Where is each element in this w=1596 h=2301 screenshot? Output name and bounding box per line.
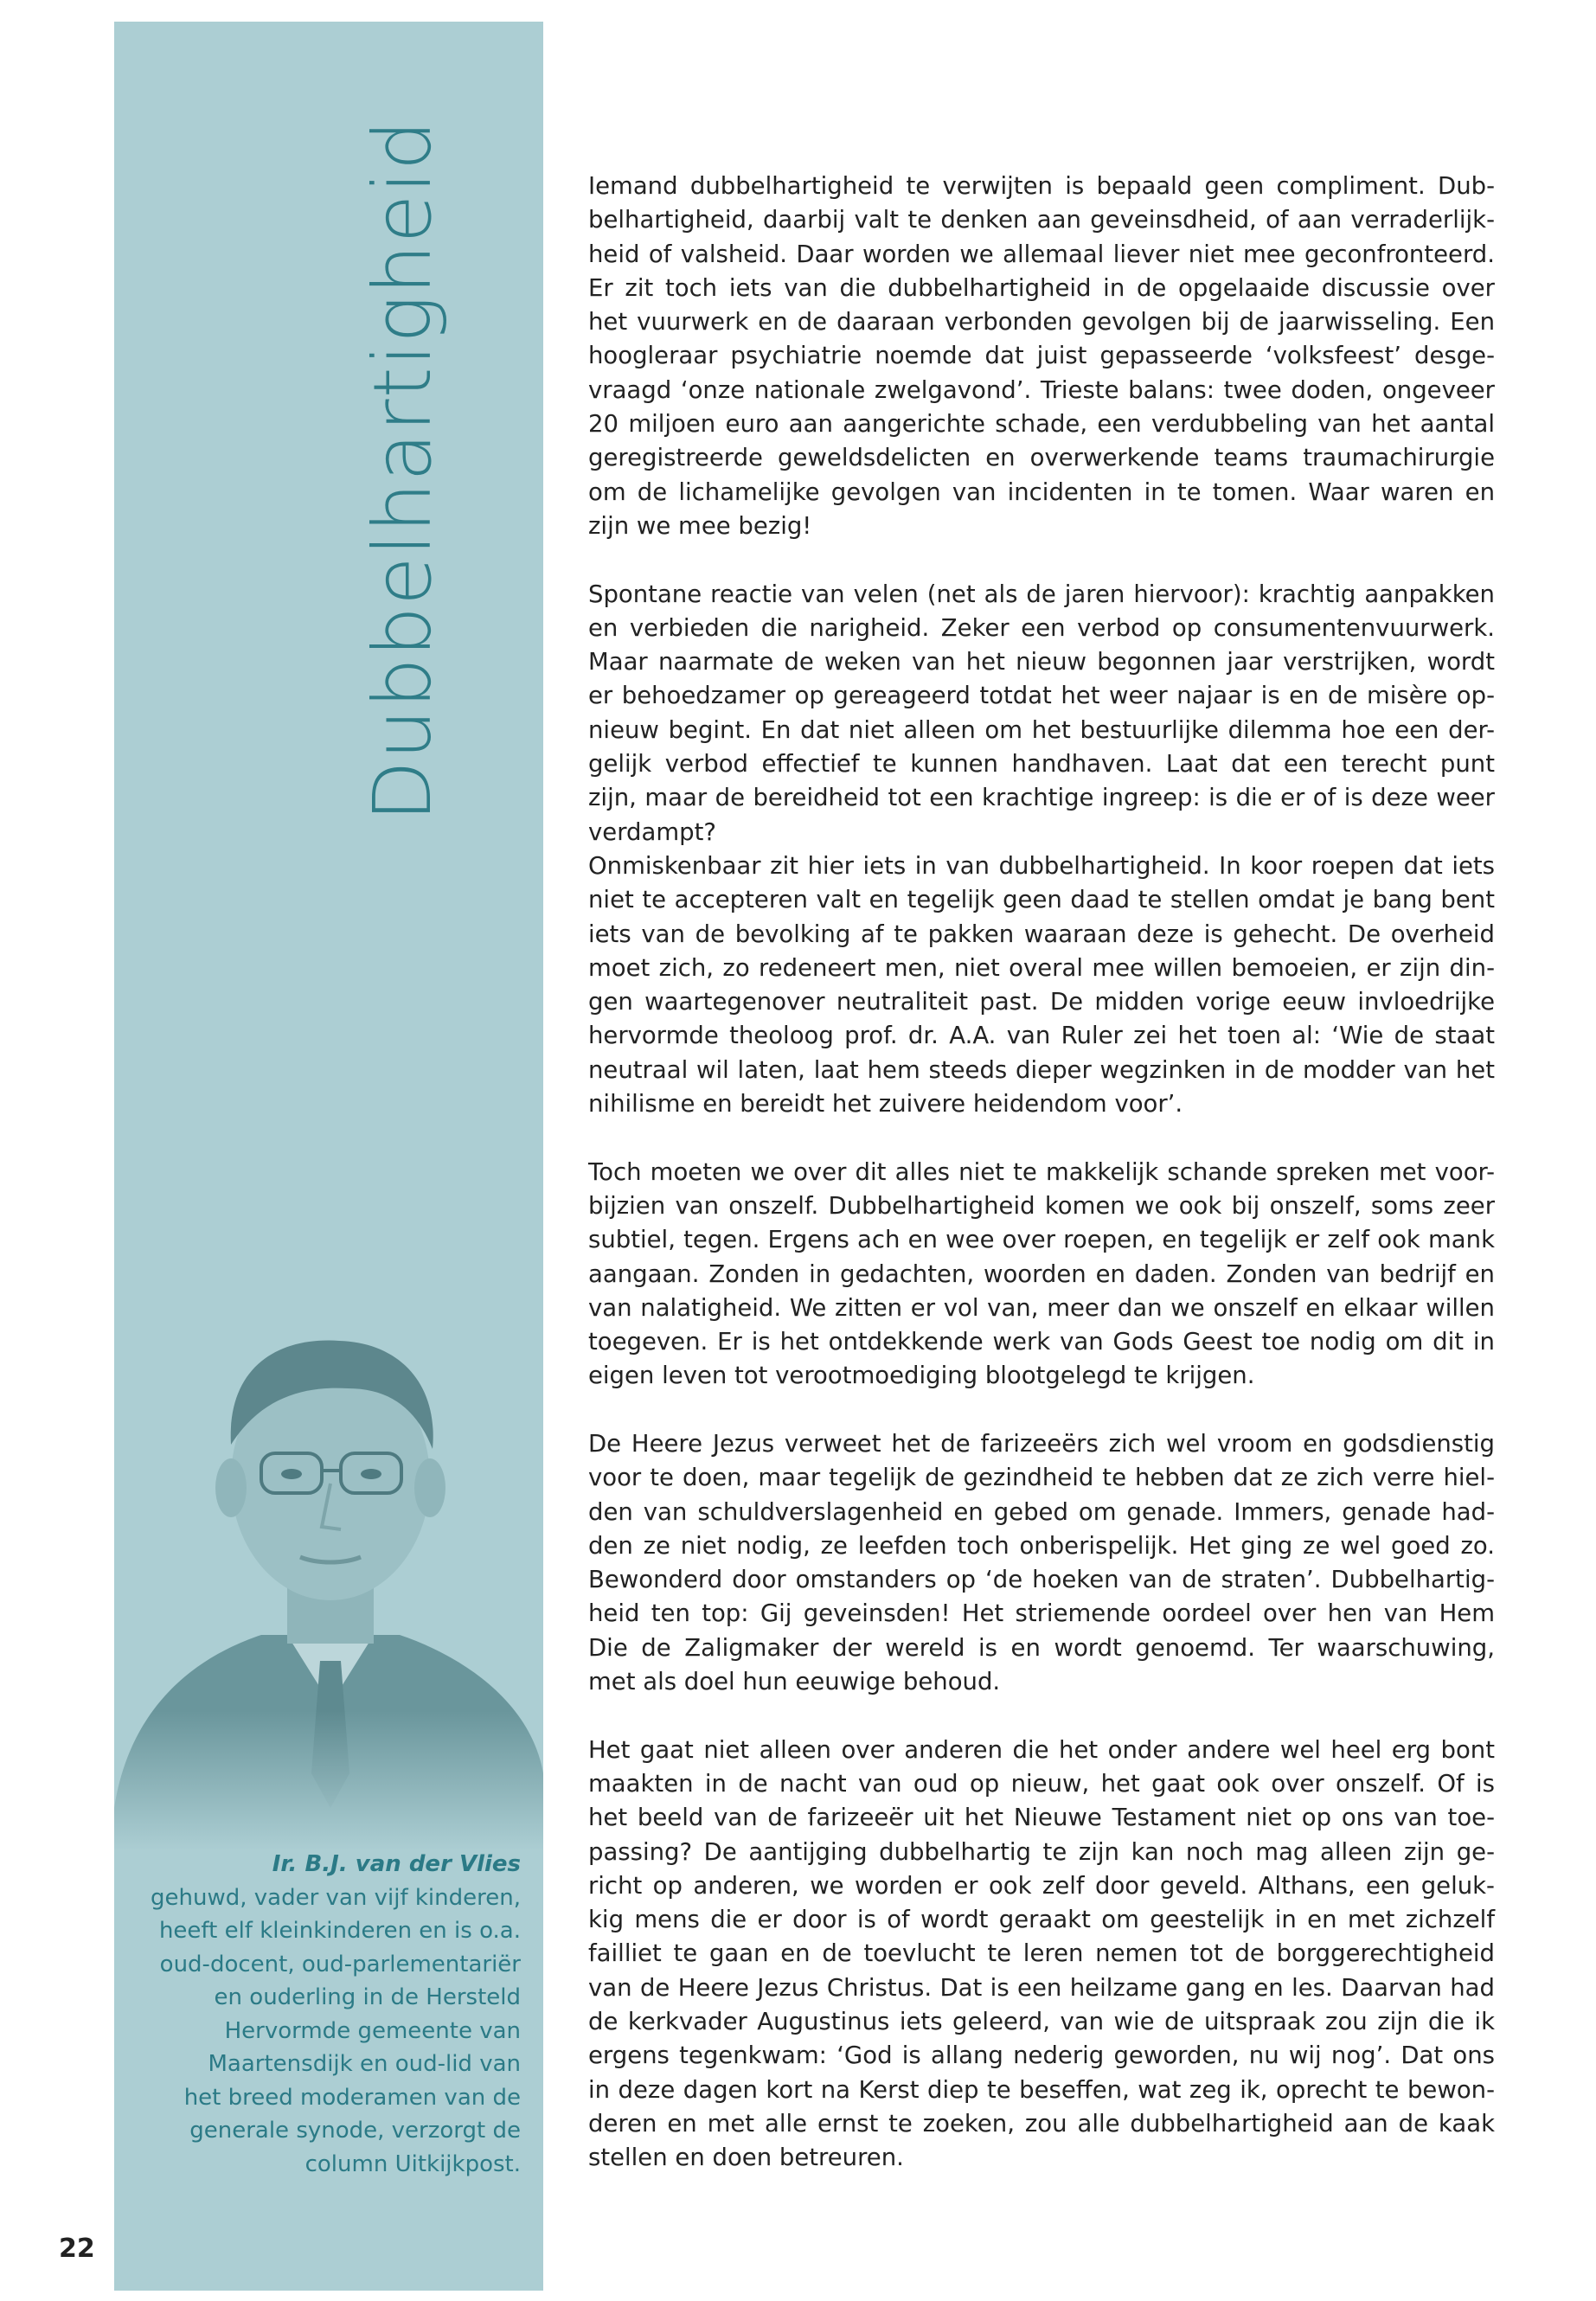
paragraph-gap [588, 1394, 1495, 1427]
paragraph-line: het beeld van de farizeeër uit het Nieuwe Testament niet op ons van toe- [588, 1804, 1495, 1832]
paragraph-line: Toch moeten we over dit alles niet te makkelijk schande spreken met voor- [588, 1157, 1495, 1186]
bio-line: het breed moderamen van de [183, 2084, 521, 2111]
paragraph-line: met als doel hun eeuwige behoud. [588, 1668, 1001, 1696]
paragraph-line: en verbieden die narigheid. Zeker een verbod op consumentenvuurwerk. [588, 613, 1495, 642]
paragraph-line: passing? De aantijging dubbelhartig te zijn kan noch mag alleen zijn ge- [588, 1837, 1495, 1866]
paragraph-line: zijn, maar de bereidheid tot een krachtige ingreep: is die er of is deze weer [588, 784, 1495, 812]
paragraph-line: ergens tegenkwam: ‘God is allang nederig geworden, nu wij nog’. Dat ons [588, 2041, 1495, 2070]
paragraph-line: Onmiskenbaar zit hier iets in van dubbelhartigheid. In koor roepen dat iets [588, 851, 1495, 880]
paragraph-line: hoogleraar psychiatrie noemde dat juist gepasseerde ‘volksfeest’ desge- [588, 342, 1495, 370]
paragraph-line: iets van de bevolking af te pakken waaraan deze is gehecht. De overheid [588, 920, 1495, 948]
paragraph-line: nihilisme en bereidt het zuivere heidendom voor’. [588, 1090, 1183, 1118]
paragraph-line: het vuurwerk en de daaraan verbonden gevolgen bij de jaarwisseling. Een [588, 308, 1495, 336]
author-portrait [114, 1289, 543, 1851]
paragraph-line: vraagd ‘onze nationale zwelgavond’. Trieste balans: twee doden, ongeveer [588, 375, 1495, 404]
paragraph-line: gen waartegenover neutraliteit past. De midden vorige eeuw invloedrijke [588, 988, 1495, 1016]
paragraph-line: nieuw begint. En dat niet alleen om het bestuurlijke dilemma hoe een der- [588, 715, 1495, 744]
page-number: 22 [59, 2234, 95, 2264]
paragraph-line: van de Heere Jezus Christus. Dat is een heilzame gang en les. Daarvan had [588, 1973, 1495, 2002]
paragraph-line: Die de Zaligmaker der wereld is en wordt genoemd. Ter waarschuwing, [588, 1633, 1495, 1662]
bio-line: Maartensdijk en oud-lid van [208, 2051, 521, 2077]
paragraph-line: er behoedzamer op gereageerd totdat het weer najaar is en de misère op- [588, 682, 1495, 710]
bio-line: column Uitkijkpost. [304, 2150, 521, 2177]
paragraph-line: den van schuldverslagenheid en gebed om genade. Immers, genade had- [588, 1497, 1495, 1526]
paragraph-line: Het gaat niet alleen over anderen die het onder andere wel heel erg bont [588, 1735, 1495, 1764]
paragraph-line: van nalatigheid. We zitten er vol van, meer dan we onszelf en elkaar willen [588, 1293, 1495, 1322]
paragraph-line: maakten in de nacht van oud op nieuw, het gaat ook over onszelf. Of is [588, 1769, 1495, 1798]
paragraph-line: richt op anderen, we worden er ook zelf door geveld. Althans, een geluk- [588, 1871, 1495, 1900]
paragraph-line: belhartigheid, daarbij valt te denken aan geveinsdheid, of aan verraderlijk- [588, 206, 1495, 234]
bio-line: generale synode, verzorgt de [189, 2118, 521, 2144]
paragraph-line: Er zit toch iets van die dubbelhartigheid in de opgelaaide discussie over [588, 273, 1495, 302]
paragraph-line: hervormde theoloog prof. dr. A.A. van Ruler zei het toen al: ‘Wie de staat [588, 1022, 1495, 1050]
bio-line: heeft elf kleinkinderen en is o.a. [158, 1918, 521, 1944]
paragraph-gap [588, 1699, 1495, 1733]
paragraph-line: niet te accepteren valt en tegelijk geen daad te stellen omdat je bang bent [588, 886, 1495, 914]
paragraph-line: gelijk verbod effectief te kunnen handhaven. Laat dat een terecht punt [588, 750, 1495, 779]
paragraph-line: subtiel, tegen. Ergens ach en wee over roepen, en tegelijk er zelf ook mank [588, 1226, 1495, 1254]
paragraph-line: neutraal wil laten, laat hem steeds dieper wegzinken in de modder van het [588, 1055, 1495, 1084]
paragraph-line: zijn we mee bezig! [588, 511, 812, 540]
bio-line: en ouderling in de Hersteld [214, 1984, 521, 2010]
paragraph-line: stellen en doen betreuren. [588, 2144, 904, 2172]
paragraph-line: Bewonderd door omstanders op ‘de hoeken van de straten’. Dubbelhartig- [588, 1566, 1495, 1594]
paragraph-gap [588, 543, 1495, 577]
paragraph-line: bijzien van onszelf. Dubbelhartigheid komen we ook bij onszelf, soms zeer [588, 1191, 1495, 1220]
paragraph-line: Iemand dubbelhartigheid te verwijten is bepaald geen compliment. Dub- [588, 172, 1495, 200]
article-body [588, 170, 1495, 2176]
paragraph-line: de kerkvader Augustinus iets geleerd, van wie de uitspraak zou zijn die ik [588, 2008, 1495, 2036]
bio-line: Hervormde gemeente van [224, 2017, 521, 2044]
paragraph-line: De Heere Jezus verweet het de farizeeërs zich wel vroom en godsdienstig [588, 1429, 1495, 1458]
bio-line: gehuwd, vader van vijf kinderen, [151, 1884, 521, 1911]
paragraph-line: geregistreerde geweldsdelicten en overwerkende teams traumachirurgie [588, 444, 1495, 472]
paragraph-line: heid ten top: Gij geveinsden! Het striemende oordeel over hen van Hem [588, 1599, 1495, 1628]
paragraph-line: heid of valsheid. Daar worden we allemaal liever niet mee geconfronteerd. [588, 240, 1495, 268]
paragraph-line: failliet te gaan en de toevlucht te leren nemen tot de borggerechtigheid [588, 1939, 1495, 1968]
bio-line: oud-docent, oud-parlementariër [159, 1951, 521, 1977]
paragraph-line: eigen leven tot verootmoediging blootgelegd te krijgen. [588, 1362, 1255, 1390]
paragraph-line: kig mens die er door is of wordt geraakt om geestelijk in en met zichzelf [588, 1906, 1495, 1934]
paragraph-line: Spontane reactie van velen (net als de jaren hiervoor): krachtig aanpakken [588, 580, 1495, 608]
paragraph-line: om de lichamelijke gevolgen van incidenten in te tomen. Waar waren en [588, 478, 1495, 506]
author-caption [114, 1848, 521, 2181]
paragraph-line: in deze dagen kort na Kerst diep te beseffen, wat zeg ik, oprecht te bewon- [588, 2075, 1495, 2104]
paragraph-line: aangaan. Zonden in gedachten, woorden en daden. Zonden van bedrijf en [588, 1259, 1495, 1288]
paragraph-line: toegeven. Er is het ontdekkende werk van Gods Geest toe nodig om dit in [588, 1328, 1495, 1356]
article-title: Dubbelhartigheid [356, 119, 449, 822]
paragraph-line: Maar naarmate de weken van het nieuw begonnen jaar verstrijken, wordt [588, 648, 1495, 676]
paragraph-line: verdampt? [588, 817, 716, 846]
author-name: Ir. B.J. van der Vlies [272, 1851, 521, 1877]
paragraph-line: den ze niet nodig, ze leefden toch onberispelijk. Het ging ze wel goed zo. [588, 1531, 1495, 1560]
paragraph-line: deren en met alle ernst te zoeken, zou alle dubbelhartigheid aan de kaak [588, 2109, 1495, 2138]
paragraph-gap [588, 1121, 1495, 1155]
paragraph-line: moet zich, zo redeneert men, niet overal mee willen bemoeien, er zijn din- [588, 953, 1495, 982]
paragraph-line: voor te doen, maar tegelijk de gezindheid te hebben dat ze zich verre hiel- [588, 1464, 1495, 1492]
paragraph-line: 20 miljoen euro aan aangerichte schade, een verdubbeling van het aantal [588, 410, 1495, 439]
